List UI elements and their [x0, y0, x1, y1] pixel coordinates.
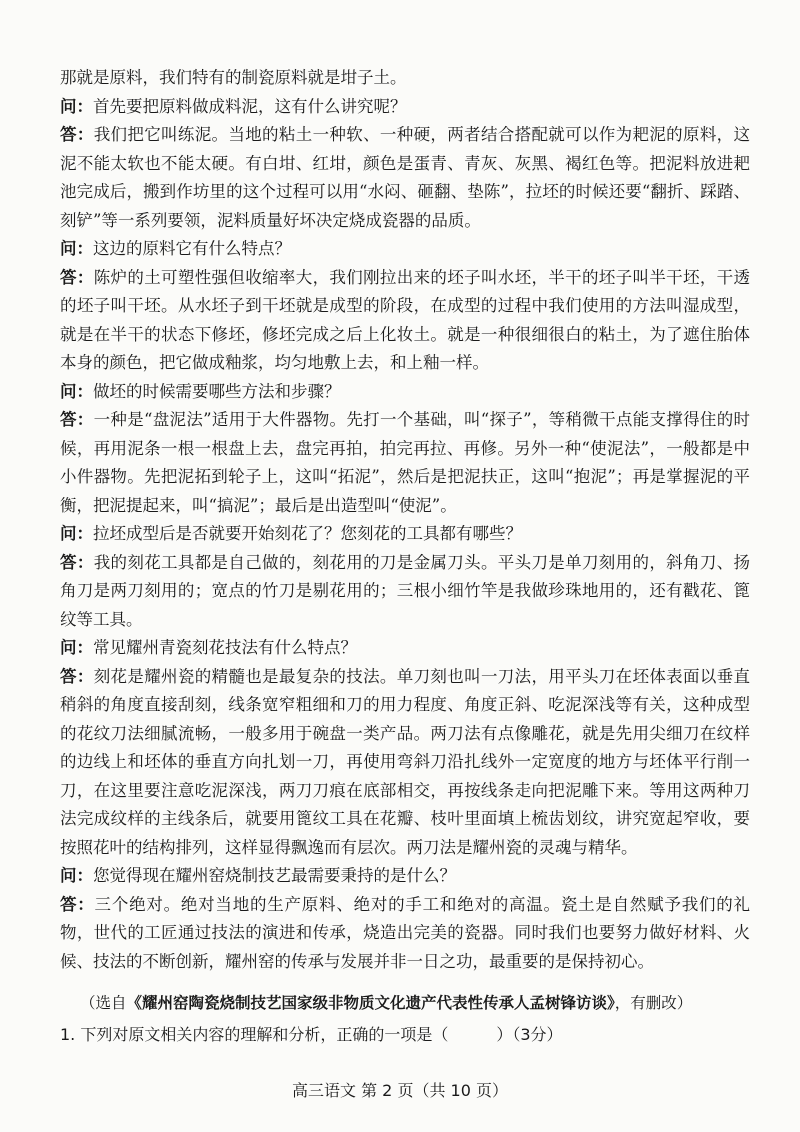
question-paragraph	[60, 520, 750, 549]
qa-label: 答：	[60, 410, 94, 429]
qa-label: 问：	[60, 638, 93, 657]
paragraph-text: 做坯的时候需要哪些方法和步骤？	[93, 381, 341, 401]
paragraph-text: 常见耀州青瓷刻花技法有什么特点？	[93, 638, 357, 657]
paragraph-text: 我的刻花工具都是自己做的，刻花用的刀是金属刀头。平头刀是单刀刻用的，斜角刀、扬角刀是两刀刻用的；宽点的竹刀是剔花用的；三根小细竹竿是我做珍珠地用的，还有戳花、篦纹等工具。	[60, 552, 751, 629]
source-suffix: ，有删改）	[614, 994, 693, 1012]
qa-label: 问：	[60, 381, 93, 401]
paragraph-text: 三个绝对。绝对当地的生产原料、绝对的手工和绝对的高温。瓷土是自然赋予我们的礼物，世代的工匠通过技法的演进和传承，烧造出完美的瓷器。同时我们也要努力做好材料、火候、技法的不断创新，耀州窑的传承与发展并非一日之功，最重要的是保持初心。	[60, 894, 751, 971]
question-paragraph	[60, 378, 750, 407]
source-title: 《耀州窑陶瓷烧制技艺国家级非物质文化遗产代表性传承人孟树锋访谈》	[126, 994, 615, 1012]
question-paragraph	[60, 235, 750, 264]
paragraph-text: 这边的原料它有什么特点？	[93, 239, 291, 258]
qa-label: 问：	[60, 524, 93, 543]
paragraph-text: 拉坯成型后是否就要开始刻花了？您刻花的工具都有哪些？	[93, 524, 522, 543]
question-paragraph	[60, 862, 750, 891]
answer-paragraph	[60, 891, 750, 977]
qa-label: 答：	[60, 267, 94, 287]
qa-label: 答：	[60, 894, 95, 914]
question-paragraph	[60, 93, 750, 122]
paragraph-text: 陈炉的土可塑性强但收缩率大，我们刚拉出来的坯子叫水坯，半干的坯子叫半干坯，干透的坯子叫干坯。从水坯子到干坯就是成型的阶段，在成型的过程中我们使用的方法叫湿成型，就是在半干的状态下修坯，修坯完成之后上化妆土。就是一种很细很白的粘土，为了遮住胎体本身的颜色，把它做成釉浆，均匀地敷上去，和上釉一样。	[60, 267, 751, 372]
answer-paragraph	[60, 406, 750, 520]
source-citation	[60, 990, 750, 1016]
question-1: 1. 下列对原文相关内容的理解和分析，正确的一项是（ ）（3分）	[60, 1025, 563, 1044]
paragraph-text: 刻花是耀州瓷的精髓也是最复杂的技法。单刀刻也叫一刀法，用平头刀在坯体表面以垂直稍斜的角度直接刮刻，线条宽窄粗细和刀的用力程度、角度正斜、吃泥深浅等有关，这种成型的花纹刀法细腻流畅，一般多用于碗盘一类产品。两刀法有点像雕花，就是先用尖细刀在纹样的边线上和坯体的垂直方向扎划一刀，再使用弯斜刀沿扎线外一定宽度的地方与坯体平行削一刀，在这里要注意吃泥深浅，两刀刀痕在底部相交，再按线条走向把泥雕下来。等用这两种刀法完成纹样的主线条后，就要用篦纹工具在花瓣、枝叶里面填上梳齿划纹，讲究宽起窄收，要按照花叶的结构排列，这样显得飘逸而有层次。两刀法是耀州瓷的灵魂与精华。	[60, 666, 751, 857]
answer-paragraph	[60, 663, 750, 863]
qa-label: 答：	[60, 125, 94, 144]
text-paragraph	[60, 64, 750, 93]
article-body	[60, 64, 750, 1048]
paragraph-text: 首先要把原料做成料泥，这有什么讲究呢？	[93, 96, 407, 116]
page-footer: 高三语文 第 2 页（共 10 页）	[292, 1081, 508, 1100]
answer-paragraph	[60, 549, 750, 635]
qa-label: 答：	[60, 666, 94, 686]
paragraph-text: 您觉得现在耀州窑烧制技艺最需要秉持的是什么？	[93, 866, 456, 885]
paragraph-text: 一种是“盘泥法”适用于大件器物。先打一个基础，叫“探子”，等稍微干点能支撑得住的时候，再用泥条一根一根盘上去，盘完再拍，拍完再拉、再修。另外一种“使泥法”，一般都是中小件器物。先把泥拓到轮子上，这叫“拓泥”，然后是把泥扶正，这叫“抱泥”；再是掌握泥的平衡，把泥提起来，叫“搞泥”；最后是出造型叫“使泥”。	[60, 410, 750, 515]
qa-label: 答：	[60, 552, 94, 572]
paragraph-text: 那就是原料，我们特有的制瓷原料就是坩子土。	[60, 68, 407, 87]
qa-label: 问：	[60, 239, 93, 258]
paragraph-text: 我们把它叫练泥。当地的粘土一种软、一种硬，两者结合搭配就可以作为耙泥的原料，这泥不能太软也不能太硬。有白坩、红坩，颜色是蛋青、青灰、灰黑、褐红色等。把泥料放进耙池完成后，搬到作坊里的这个过程可以用“水闷、砸翻、垫陈”，拉坯的时候还要“翻折、踩踏、刻铲”等一系列要领，泥料质量好坏决定烧成瓷器的品质。	[60, 125, 751, 230]
answer-paragraph	[60, 264, 750, 378]
answer-paragraph	[60, 121, 750, 235]
qa-label: 问：	[60, 96, 93, 116]
source-prefix: （选自	[80, 994, 127, 1012]
qa-label: 问：	[60, 866, 93, 885]
question-paragraph	[60, 634, 750, 663]
